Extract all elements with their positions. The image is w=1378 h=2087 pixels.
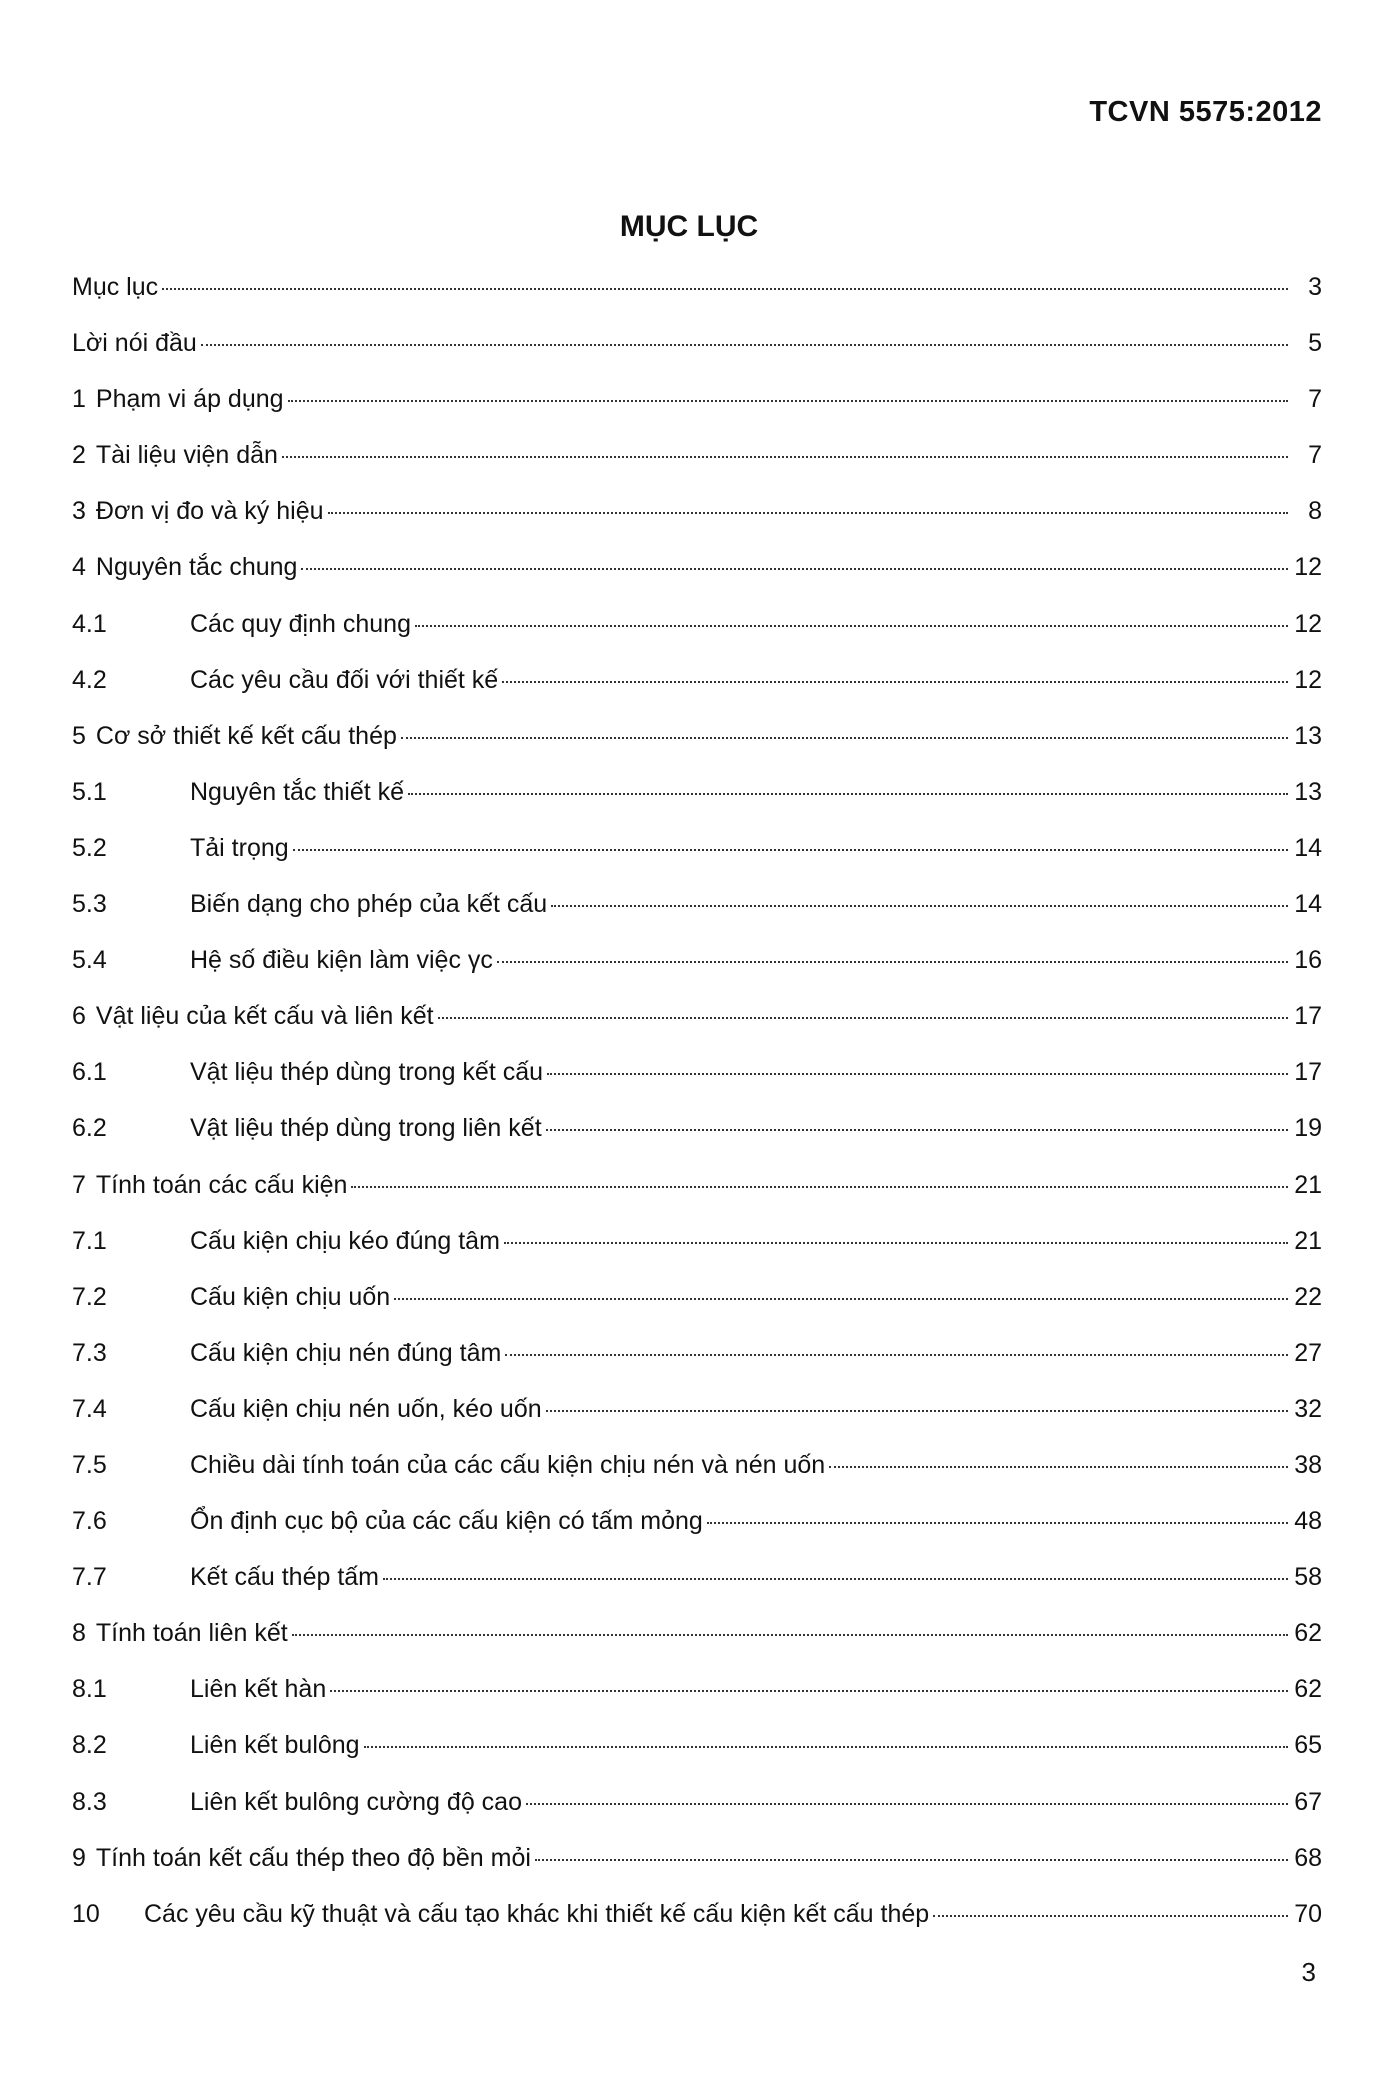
toc-entry-number: 5 (72, 721, 86, 750)
toc-entry-label: Lời nói đầu (72, 329, 197, 358)
toc-entry-label: Các quy định chung (190, 609, 411, 638)
toc-entry-page: 13 (1294, 721, 1322, 750)
toc-entry-label: Kết cấu thép tấm (190, 1563, 380, 1592)
dot-leader (504, 1242, 1288, 1244)
toc-entry-page: 27 (1294, 1338, 1322, 1367)
toc-entry[interactable] (72, 1506, 1322, 1562)
toc-entry[interactable] (72, 1899, 1322, 1955)
dot-leader (293, 849, 1288, 851)
dot-leader (401, 737, 1288, 739)
toc-entry[interactable] (72, 1338, 1322, 1394)
toc-entry-label: Tài liệu viện dẫn (95, 441, 278, 470)
toc-entry-page: 65 (1294, 1731, 1322, 1760)
toc-entry-number: 6 (72, 1002, 86, 1031)
toc-entry[interactable] (72, 1113, 1322, 1169)
toc-entry-number: 7.3 (72, 1338, 107, 1367)
toc-entry-label: Các yêu cầu kỹ thuật và cấu tạo khác khi thiết kế cấu kiện kết cấu thép (144, 1899, 930, 1928)
toc-entry[interactable] (72, 552, 1322, 608)
toc-entry-page: 48 (1294, 1507, 1322, 1536)
toc-entry-label: Cấu kiện chịu kéo đúng tâm (190, 1226, 500, 1255)
toc-entry-number: 9 (72, 1843, 86, 1872)
dot-leader (546, 1410, 1288, 1412)
dot-leader (707, 1522, 1288, 1524)
toc-entry-label: Đơn vị đo và ký hiệu (95, 497, 324, 526)
toc-entry-label: Chiều dài tính toán của các cấu kiện chịu nén và nén uốn (190, 1450, 826, 1479)
toc-entry[interactable] (72, 833, 1322, 889)
toc-entry-page: 8 (1308, 497, 1322, 526)
toc-entry-page: 12 (1294, 553, 1322, 582)
toc-entry-number: 7.5 (72, 1450, 107, 1479)
dot-leader (415, 625, 1288, 627)
dot-leader (497, 961, 1288, 963)
toc-entry[interactable] (72, 945, 1322, 1001)
toc-entry[interactable] (72, 777, 1322, 833)
toc-entry[interactable] (72, 721, 1322, 777)
dot-leader (502, 681, 1288, 683)
toc-entry-page: 5 (1308, 329, 1322, 358)
toc-entry[interactable] (72, 272, 1322, 328)
toc-entry-number: 5.2 (72, 833, 107, 862)
toc-entry-label: Tính toán kết cấu thép theo độ bền mỏi (95, 1843, 531, 1872)
toc-entry-page: 3 (1308, 273, 1322, 301)
toc-entry-page: 12 (1294, 609, 1322, 638)
toc-entry[interactable] (72, 1394, 1322, 1450)
toc-entry[interactable] (72, 1843, 1322, 1899)
toc-entry-number: 8 (72, 1619, 86, 1648)
toc-entry-label: Tính toán liên kết (95, 1619, 288, 1648)
dot-leader (535, 1859, 1288, 1861)
dot-leader (364, 1746, 1288, 1748)
toc-entry-page: 7 (1308, 385, 1322, 414)
toc-entry-number: 4.1 (72, 609, 107, 638)
toc-entry-page: 17 (1294, 1058, 1322, 1087)
toc-entry-number: 6.1 (72, 1058, 107, 1087)
toc-entry[interactable] (72, 1170, 1322, 1226)
toc-entry-page: 14 (1294, 833, 1322, 862)
toc-entry-label: Hệ số điều kiện làm việc γc (190, 946, 493, 975)
dot-leader (546, 1129, 1288, 1131)
toc-entry-page: 62 (1294, 1675, 1322, 1704)
toc-entry[interactable] (72, 609, 1322, 665)
toc-entry-number: 7 (72, 1170, 86, 1199)
toc-entry[interactable] (72, 1618, 1322, 1674)
toc-entry[interactable] (72, 1057, 1322, 1113)
dot-leader (301, 568, 1288, 570)
toc-entry-number: 8.3 (72, 1787, 107, 1816)
toc-entry-label: Phạm vi áp dụng (95, 385, 284, 414)
dot-leader (328, 512, 1288, 514)
toc-entry-label: Vật liệu của kết cấu và liên kết (95, 1002, 434, 1031)
toc-entry-page: 58 (1294, 1563, 1322, 1592)
dot-leader (282, 456, 1288, 458)
dot-leader (551, 905, 1288, 907)
toc-entry-number: 7.6 (72, 1507, 107, 1536)
toc-entry-number: 4 (72, 553, 86, 582)
toc-entry-label: Nguyên tắc thiết kế (190, 777, 405, 806)
toc-entry-page: 68 (1294, 1843, 1322, 1872)
toc-entry[interactable] (72, 1730, 1322, 1786)
dot-leader (351, 1186, 1288, 1188)
toc-entry[interactable] (72, 1562, 1322, 1618)
table-of-contents (72, 272, 1322, 1955)
toc-entry-label: Cơ sở thiết kế kết cấu thép (95, 721, 397, 750)
toc-entry[interactable] (72, 440, 1322, 496)
toc-entry-page: 13 (1294, 777, 1322, 806)
toc-entry-number: 4.2 (72, 665, 107, 694)
dot-leader (933, 1915, 1288, 1917)
toc-entry[interactable] (72, 889, 1322, 945)
toc-entry-page: 38 (1294, 1450, 1322, 1479)
toc-entry-number: 8.2 (72, 1731, 107, 1760)
toc-entry-label: Tải trọng (190, 833, 289, 862)
toc-entry[interactable] (72, 665, 1322, 721)
toc-entry-number: 5.1 (72, 777, 107, 806)
toc-entry-page: 14 (1294, 890, 1322, 919)
toc-entry-label: Liên kết bulông cường độ cao (190, 1787, 522, 1816)
dot-leader (162, 288, 1288, 290)
toc-entry-label: Liên kết hàn (190, 1675, 327, 1704)
dot-leader (438, 1017, 1288, 1019)
toc-entry-page: 67 (1294, 1787, 1322, 1816)
toc-entry[interactable] (72, 1226, 1322, 1282)
toc-entry-number: 2 (72, 441, 86, 470)
toc-entry-page: 62 (1294, 1619, 1322, 1648)
toc-entry-number: 8.1 (72, 1675, 107, 1704)
toc-entry-number: 7.2 (72, 1282, 107, 1311)
dot-leader (408, 793, 1288, 795)
toc-entry-label: Biến dạng cho phép của kết cấu (190, 890, 548, 919)
dot-leader (330, 1690, 1288, 1692)
toc-entry-page: 16 (1294, 946, 1322, 975)
toc-entry[interactable] (72, 1001, 1322, 1057)
toc-entry-label: Nguyên tắc chung (95, 553, 298, 582)
dot-leader (547, 1073, 1288, 1075)
toc-entry[interactable] (72, 1674, 1322, 1730)
dot-leader (383, 1578, 1288, 1580)
toc-entry-label: Cấu kiện chịu nén uốn, kéo uốn (190, 1394, 542, 1423)
dot-leader (394, 1298, 1288, 1300)
toc-entry-label: Cấu kiện chịu nén đúng tâm (190, 1338, 502, 1367)
toc-entry[interactable] (72, 1282, 1322, 1338)
toc-entry-page: 17 (1294, 1002, 1322, 1031)
toc-entry-label: Vật liệu thép dùng trong kết cấu (190, 1058, 544, 1087)
toc-entry-number: 6.2 (72, 1114, 107, 1143)
dot-leader (292, 1634, 1288, 1636)
toc-entry-number: 5.4 (72, 946, 107, 975)
toc-entry-page: 22 (1294, 1282, 1322, 1311)
toc-entry-label: Cấu kiện chịu uốn (190, 1282, 391, 1311)
toc-entry-label: Tính toán các cấu kiện (95, 1170, 348, 1199)
toc-entry-number: 7.1 (72, 1226, 107, 1255)
toc-entry-page: 12 (1294, 665, 1322, 694)
toc-entry-page: 19 (1294, 1114, 1322, 1143)
page-number: 3 (1301, 1957, 1316, 1987)
toc-entry[interactable] (72, 496, 1322, 552)
toc-entry-page: 21 (1294, 1226, 1322, 1255)
toc-entry-label: Mục lục (72, 273, 159, 301)
toc-entry[interactable] (72, 1787, 1322, 1843)
dot-leader (526, 1803, 1288, 1805)
toc-entry-number: 3 (72, 497, 86, 526)
toc-entry-page: 7 (1308, 441, 1322, 470)
dot-leader (288, 400, 1288, 402)
dot-leader (201, 344, 1288, 346)
toc-entry-page: 21 (1294, 1170, 1322, 1199)
toc-entry-label: Liên kết bulông (190, 1731, 360, 1760)
toc-entry-number: 5.3 (72, 890, 107, 919)
standard-code: TCVN 5575:2012 (1089, 96, 1322, 128)
toc-entry-label: Vật liệu thép dùng trong liên kết (190, 1114, 542, 1143)
toc-entry[interactable] (72, 384, 1322, 440)
toc-title: MỤC LỤC (619, 210, 759, 243)
toc-entry-number: 10 (72, 1899, 100, 1928)
dot-leader (505, 1354, 1288, 1356)
toc-entry-number: 7.7 (72, 1563, 107, 1592)
toc-entry[interactable] (72, 328, 1322, 384)
toc-entry-number: 1 (72, 385, 86, 414)
toc-entry[interactable] (72, 1450, 1322, 1506)
toc-entry-label: Các yêu cầu đối với thiết kế (190, 665, 499, 694)
toc-entry-page: 70 (1294, 1899, 1322, 1928)
toc-entry-label: Ổn định cục bộ của các cấu kiện có tấm mỏng (190, 1507, 703, 1536)
dot-leader (829, 1466, 1288, 1468)
toc-entry-page: 32 (1294, 1394, 1322, 1423)
toc-entry-number: 7.4 (72, 1394, 107, 1423)
